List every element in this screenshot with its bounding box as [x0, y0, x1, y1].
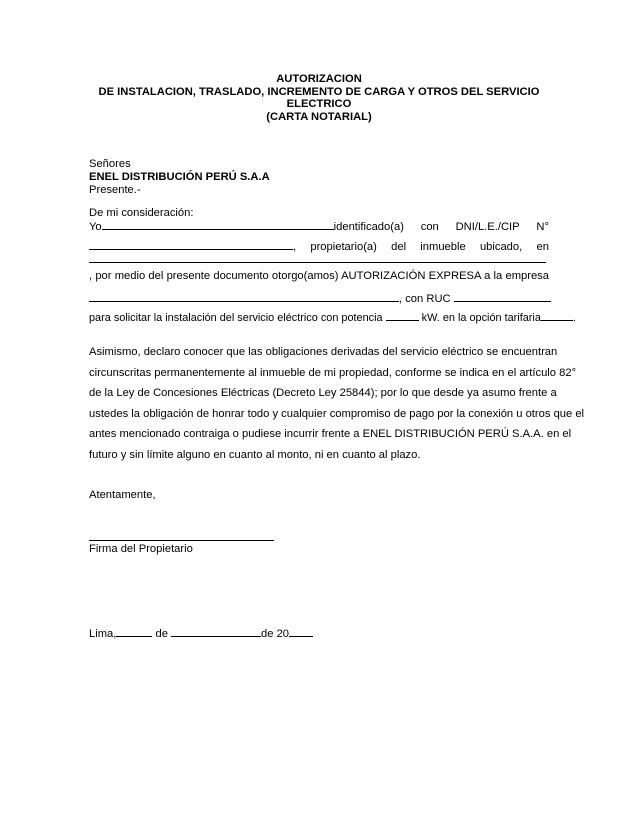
ruc-blank[interactable]	[454, 291, 551, 302]
atentamente: Atentamente,	[89, 489, 156, 501]
company-blank[interactable]	[89, 291, 399, 302]
paragraph-line: ustedes la obligación de honrar todo y cualquier compromiso de pago por la conexión u otros que el	[89, 407, 585, 420]
title-line-1: AUTORIZACION	[276, 73, 362, 85]
address-blank[interactable]	[89, 262, 546, 263]
paragraph-line: antes mencionado contraiga o pudiese incurrir frente a ENEL DISTRIBUCIÓN PERÚ S.A.A. en el	[89, 428, 572, 440]
del-label: del	[391, 241, 407, 253]
yo-row	[89, 219, 549, 234]
year-blank[interactable]	[289, 626, 313, 637]
signature-line[interactable]	[89, 540, 274, 541]
consideracion: De mi consideración:	[89, 207, 194, 219]
title-line-4: (CARTA NOTARIAL)	[266, 110, 372, 123]
inmueble-label: inmueble	[420, 241, 466, 253]
obligations-paragraph	[89, 342, 585, 465]
numero-label: N°	[536, 221, 549, 233]
greeting: Señores	[89, 158, 131, 170]
ruc-row: , con RUC	[89, 291, 551, 306]
presente: Presente.-	[89, 184, 141, 196]
tarifa-blank[interactable]	[541, 310, 573, 321]
document-title	[85, 73, 553, 123]
paragraph-line: de la Ley de Concesiones Eléctricas (Decreto Ley 25844); por lo que desde ya asumo frente a	[89, 387, 557, 399]
yo-label: Yo identificado(a)	[89, 221, 404, 233]
date-row: Lima, de de 20	[89, 626, 313, 641]
month-blank[interactable]	[171, 626, 261, 637]
con-label: con	[420, 221, 439, 233]
potencia-blank[interactable]	[386, 310, 419, 321]
potencia-row: para solicitar la instalación del servicio eléctrico con potencia kW. en la opción tarifaria .	[89, 312, 576, 324]
firma-label: Firma del Propietario	[89, 543, 193, 555]
ubicado-label: ubicado,	[479, 241, 523, 253]
name-blank[interactable]	[102, 219, 334, 230]
dni-label: DNI/L.E./CIP	[455, 221, 520, 233]
por-medio-row: , por medio del presente documento otorgo(amos) AUTORIZACIÓN EXPRESA a la empresa	[89, 270, 549, 282]
paragraph-line: Asimismo, declaro conocer que las obligaciones derivadas del servicio eléctrico se encuentran	[89, 346, 558, 358]
propietario-row	[89, 239, 549, 254]
title-line-3: ELECTRICO	[286, 98, 352, 111]
paragraph-line: futuro y sin límite alguno en cuanto al monto, ni en cuanto al plazo.	[89, 448, 421, 461]
title-line-2: DE INSTALACION, TRASLADO, INCREMENTO DE CARGA Y OTROS DEL SERVICIO	[98, 85, 540, 98]
dni-number-blank[interactable]	[89, 239, 293, 250]
company-name: ENEL DISTRIBUCIÓN PERÚ S.A.A	[89, 171, 270, 183]
propietario-label: propietario(a)	[310, 241, 377, 253]
paragraph-line: circunscritas permanentemente al inmueble de mi propiedad, conforme se indica en el artículo 82°	[89, 366, 577, 379]
day-blank[interactable]	[116, 626, 152, 637]
en-label: en	[536, 241, 549, 253]
dni-number-field: ,	[89, 239, 296, 254]
